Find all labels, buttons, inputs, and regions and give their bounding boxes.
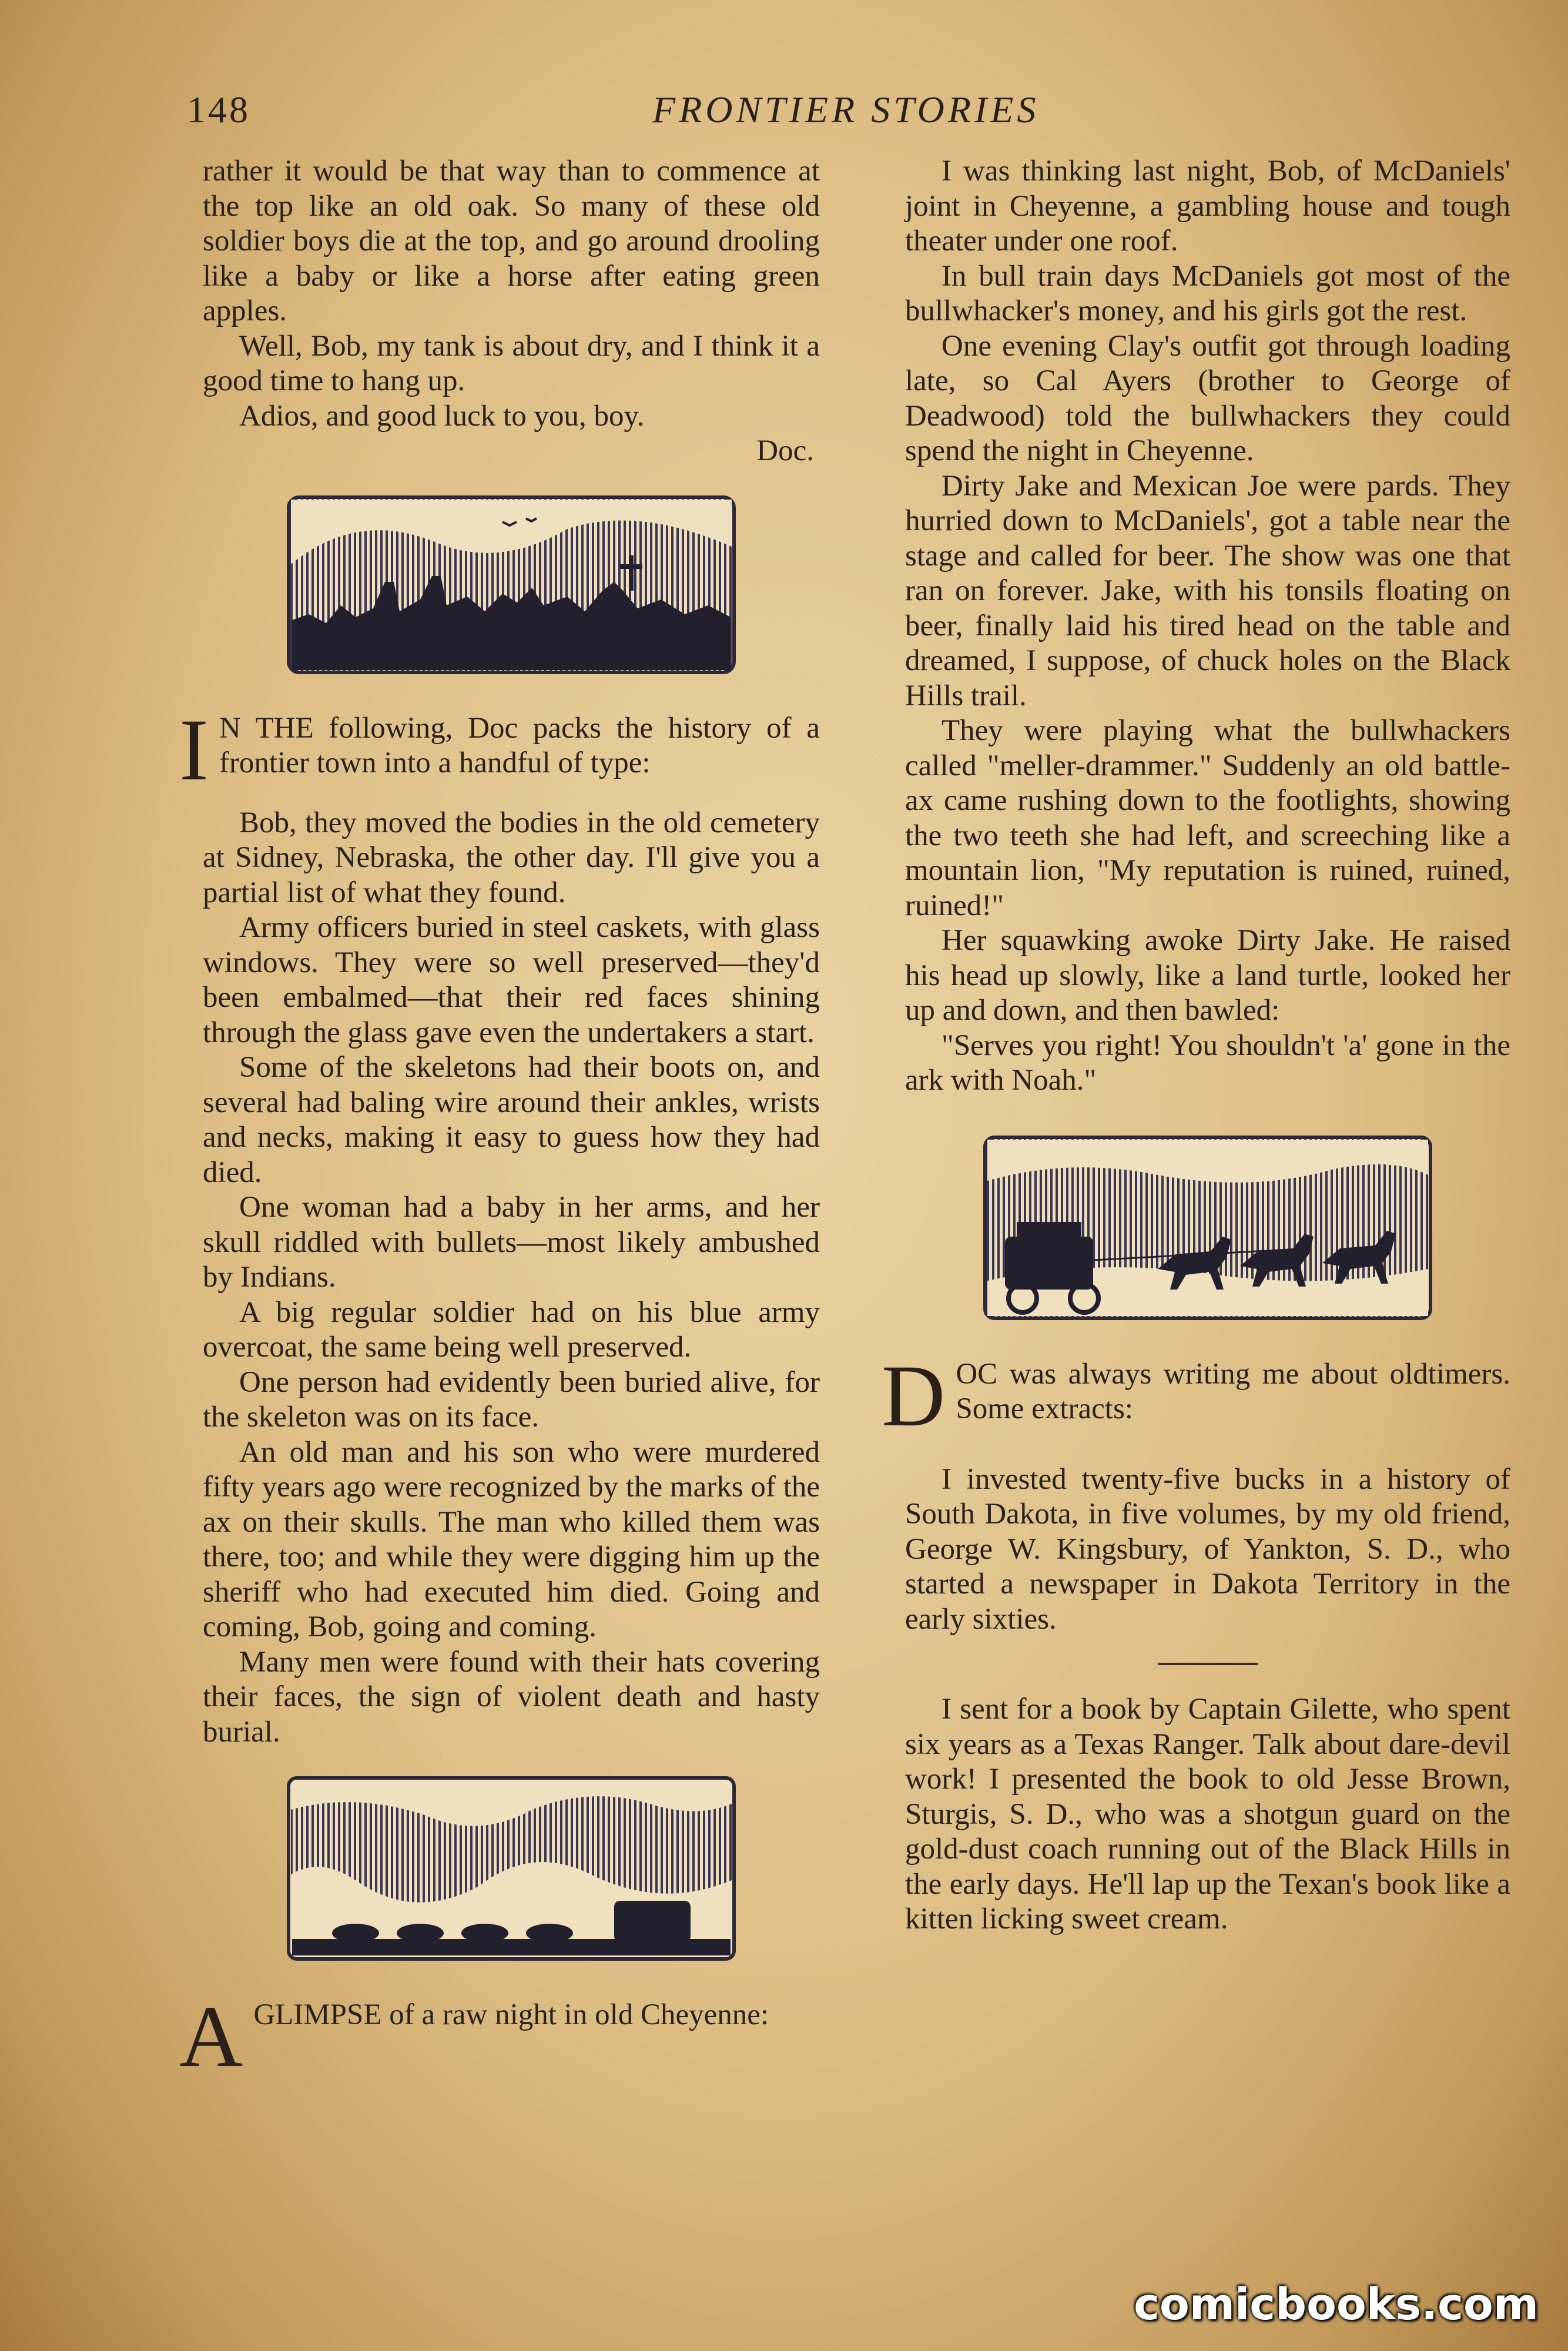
cemetery-illustration	[285, 494, 738, 676]
paragraph: In bull train days McDaniels got most of the bullwhacker's money, and his girls got the rest.	[905, 259, 1510, 327]
drop-cap: A	[179, 1988, 243, 2085]
paragraph: One woman had a baby in her arms, and her skull riddled with bullets—most likely ambushed by Indians.	[203, 1191, 820, 1294]
paragraph: "Serves you right! You shouldn't 'a' gone in the ark with Noah."	[905, 1029, 1510, 1097]
section-divider	[1158, 1663, 1258, 1665]
paragraph: I was thinking last night, Bob, of McDaniels' joint in Cheyenne, a gambling house and tough theater under one roof.	[905, 155, 1510, 257]
paragraph: I sent for a book by Captain Gilette, who spent six years as a Texas Ranger. Talk about dare-devil work! I presented the book to old Jesse Brown, Sturgis, S. D., who was a shotgun guard on the gold-dust coach running out of the Black Hills in the early days. He'll lap up the Texan's book like a kitten licking sweet cream.	[905, 1693, 1510, 1935]
paragraph: A big regular soldier had on his blue army overcoat, the same being well preserved.	[203, 1295, 820, 1364]
paragraph: I invested twenty-five bucks in a history of South Dakota, in five volumes, by my old friend, George W. Kingsbury, of Yankton, S. D., who started a newspaper in Dakota Territory in the early sixties.	[905, 1462, 1510, 1636]
paragraph: Dirty Jake and Mexican Joe were pards. They hurried down to McDaniels', got a table near the stage and called for beer. The show was one that ran on forever. Jake, with his tonsils floating on beer, finally laid his tired head on the table and dreamed, I suppose, of chuck holes on the Black Hills trail.	[905, 469, 1510, 712]
wagon-train-illustration	[285, 1774, 738, 1962]
page-header	[0, 88, 1568, 141]
paragraph: One person had evidently been buried alive, for the skeleton was on its face.	[203, 1365, 820, 1434]
section-intro-oldtimers	[882, 1347, 1510, 1445]
paragraph: One evening Clay's outfit got through loading late, so Cal Ayers (brother to George of Deadwood) told the bullwhackers they could spend the night in Cheyenne.	[905, 329, 1510, 467]
right-column	[882, 154, 1510, 1937]
paragraph: Bob, they moved the bodies in the old cemetery at Sidney, Nebraska, the other day. I'll give you a partial list of what they found.	[203, 806, 820, 909]
watermark: comicbooks.com	[1134, 2279, 1539, 2330]
paragraph: Adios, and good luck to you, boy.	[239, 399, 645, 433]
paragraph: Many men were found with their hats covering their faces, the sign of violent death and hasty burial.	[203, 1645, 820, 1749]
page-number: 148	[187, 89, 250, 130]
signature: Doc.	[756, 434, 814, 467]
paragraph: They were playing what the bullwhackers called "meller-drammer." Suddenly an old battle-ax came rushing down to the footlights, showing the two teeth she had left, and screeching like a mountain lion, "My reputation is ruined, ruined, ruined!"	[905, 714, 1510, 922]
paragraph: Well, Bob, my tank is about dry, and I think it a good time to hang up.	[203, 329, 820, 397]
paragraph: rather it would be that way than to commence at the top like an old oak. So many of these old soldier boys die at the top, and go around drooling like a baby or like a horse after eating green apples.	[203, 155, 820, 327]
stagecoach-illustration	[981, 1134, 1434, 1322]
paragraph: Some of the skeletons had their boots on, and several had baling wire around their ankles, wrists and necks, making it easy to guess how they had died.	[203, 1051, 820, 1189]
paragraph: An old man and his son who were murdered fifty years ago were recognized by the marks of the ax on their skulls. The man who killed them was there, too; and while they were digging him up the sheriff who had executed him died. Going and coming, Bob, going and coming.	[203, 1435, 820, 1643]
section-intro-cheyenne-history	[179, 701, 820, 799]
left-column	[179, 154, 820, 2085]
paragraph: Army officers buried in steel caskets, with glass windows. They were so well preserved—they'd been embalmed—that their red faces shining through the glass gave even the undertakers a start.	[203, 911, 820, 1049]
drop-cap: D	[882, 1347, 946, 1445]
section-intro-text: OC was always writing me about oldtimers. Some extracts:	[956, 1357, 1510, 1425]
paragraph: Her squawking awoke Dirty Jake. He raised his head up slowly, like a land turtle, looked her up and down, and then bawled:	[905, 924, 1510, 1027]
drop-cap: I	[179, 701, 209, 799]
section-intro-text: N THE following, Doc packs the history of a frontier town into a handful of type:	[219, 711, 820, 779]
section-intro-cheyenne-night	[179, 1988, 820, 2085]
running-title: FRONTIER STORIES	[652, 89, 1040, 130]
section-intro-text: GLIMPSE of a raw night in old Cheyenne:	[253, 1998, 769, 2031]
